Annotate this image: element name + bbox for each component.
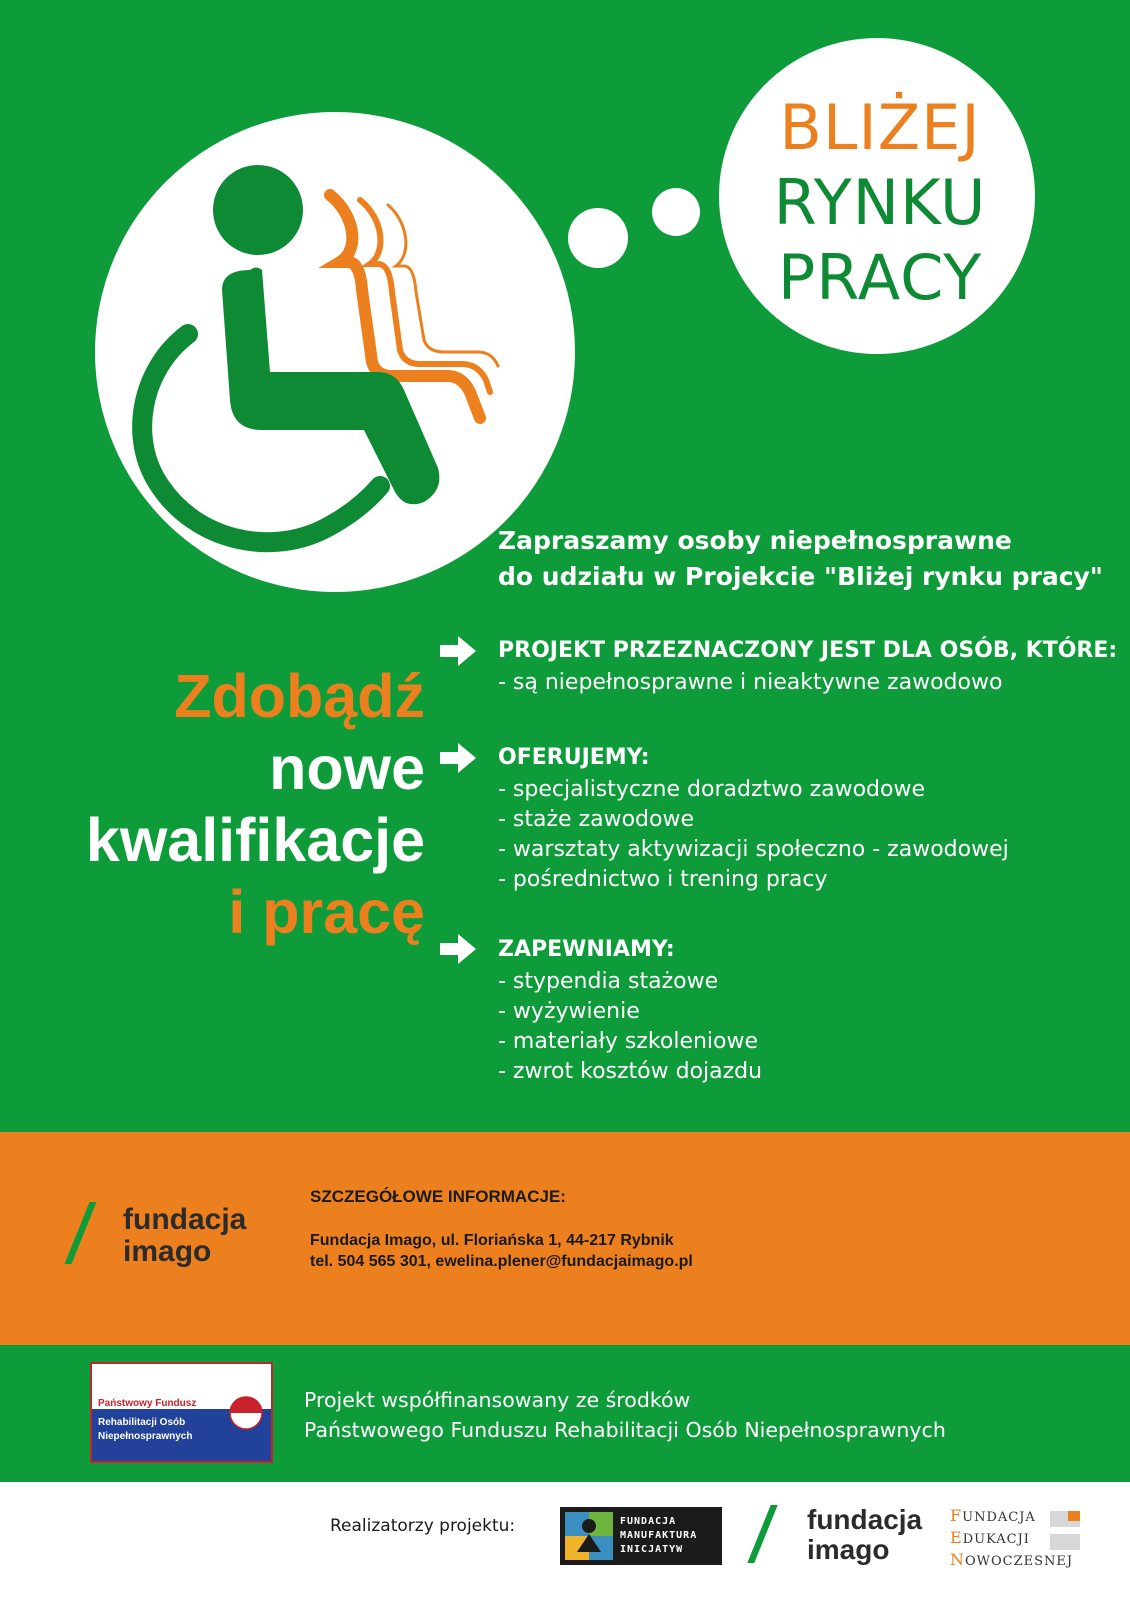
fundacja-imago-footer-logo (745, 1503, 935, 1569)
logo-text-line1: fundacja (123, 1203, 247, 1236)
logo-text-line2: imago (123, 1235, 212, 1268)
pfron-logo-line1: Państwowy Fundusz (98, 1398, 197, 1409)
section-heading: PROJEKT PRZEZNACZONY JEST DLA OSÓB, KTÓRE: (498, 638, 1118, 663)
pfron-logo (90, 1362, 273, 1463)
thought-dot-small (568, 208, 628, 268)
fmi-text-line2: MANUFAKTURA (620, 1530, 698, 1541)
slogan-line3: kwalifikacje (85, 806, 425, 874)
list-item: - warsztaty aktywizacji społeczno - zawodowej (498, 837, 1009, 862)
section-heading: OFERUJEMY: (498, 745, 650, 770)
fen-accent-decoration (1068, 1511, 1080, 1521)
logo-slash (64, 1202, 96, 1264)
fen-rest: OWOCZESNEJ (965, 1554, 1074, 1569)
list-item: - staże zawodowe (498, 807, 695, 832)
pfron-logo-line3-text: Niepełnosprawnych (98, 1431, 193, 1442)
invitation-line1: Zapraszamy osoby niepełnosprawne (498, 526, 1012, 555)
fen-square-decoration (1050, 1534, 1080, 1550)
project-title (745, 90, 1015, 315)
invitation-text (498, 523, 1103, 595)
fundacja-imago-logo (55, 1200, 285, 1270)
section-target-group (498, 634, 1117, 698)
logo-slash (747, 1505, 777, 1563)
fundacja-manufaktura-inicjatyw-logo (560, 1507, 722, 1565)
fen-cap: E (950, 1528, 963, 1547)
slogan-line4: i pracę (228, 878, 425, 946)
slogan (20, 660, 425, 948)
cofinancing-line2: Państwowego Funduszu Rehabilitacji Osób Niepełnosprawnych (304, 1418, 946, 1442)
fmi-text-line3: INICJATYW (620, 1544, 684, 1555)
slogan-line2: nowe (269, 734, 425, 802)
contact-phone-email: tel. 504 565 301, ewelina.plener@fundacjaimago.pl (310, 1253, 693, 1270)
fen-line3 (950, 1550, 1073, 1572)
list-item: - specjalistyczne doradztwo zawodowe (498, 777, 926, 802)
contact-address: Fundacja Imago, ul. Floriańska 1, 44-217 Rybnik (310, 1232, 674, 1249)
fen-cap: F (950, 1506, 963, 1525)
logo-text-line1: fundacja (807, 1504, 923, 1535)
pfron-logo-line2 (98, 1416, 192, 1444)
project-title-line2: RYNKU (773, 166, 987, 239)
list-item: - pośrednictwo i trening pracy (498, 867, 828, 892)
thought-dot-medium (652, 188, 700, 236)
pfron-logo-line2-text: Rehabilitacji Osób (98, 1417, 186, 1428)
list-item: - są niepełnosprawne i nieaktywne zawodowo (498, 670, 1003, 695)
fen-rest: DUKACJI (962, 1532, 1030, 1547)
fmi-puzzle-icon (565, 1512, 613, 1560)
cofinancing-text (304, 1385, 946, 1445)
arrow-right-icon (440, 743, 476, 773)
list-item: - materiały szkoleniowe (498, 1029, 759, 1054)
fen-cap: N (950, 1550, 965, 1569)
project-title-line3: PRACY (777, 241, 983, 314)
section-offer (498, 741, 1009, 895)
implementers-label: Realizatorzy projektu: (330, 1516, 516, 1536)
arrow-right-icon (440, 636, 476, 666)
list-item: - zwrot kosztów dojazdu (498, 1059, 763, 1084)
section-heading: ZAPEWNIAMY: (498, 937, 675, 962)
fmi-text (620, 1515, 697, 1557)
invitation-line2: do udziału w Projekcie "Bliżej rynku pracy" (498, 562, 1103, 591)
section-provide (498, 933, 762, 1087)
contact-title: SZCZEGÓŁOWE INFORMACJE: (310, 1187, 566, 1206)
fen-rest: UNDACJA (962, 1510, 1036, 1525)
cofinancing-line1: Projekt współfinansowany ze środków (304, 1388, 691, 1412)
list-item: - stypendia stażowe (498, 969, 719, 994)
fmi-text-line1: FUNDACJA (620, 1516, 677, 1527)
slogan-line1: Zdobądź (174, 662, 425, 730)
pfron-emblem-icon (229, 1396, 263, 1430)
logo-text-line2: imago (807, 1534, 890, 1565)
project-title-line1: BLIŻEJ (779, 91, 981, 164)
arrow-right-icon (440, 934, 476, 964)
list-item: - wyżywienie (498, 999, 640, 1024)
contact-info (310, 1186, 693, 1272)
